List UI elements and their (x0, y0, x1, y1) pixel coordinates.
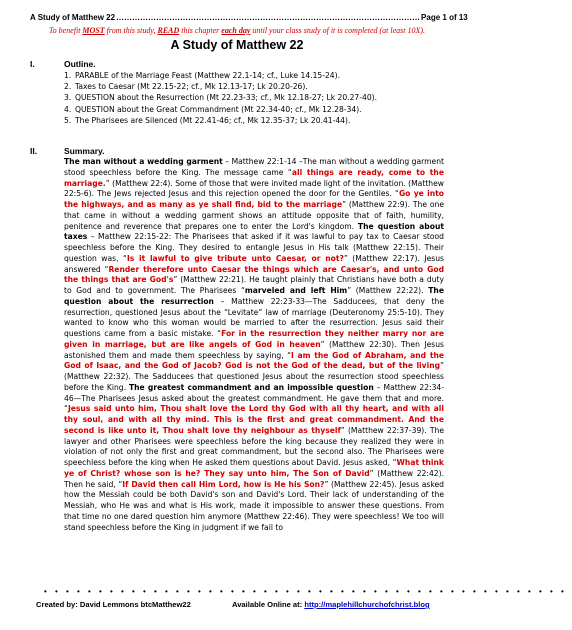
body-text: ” (Matthew 22:37-39). The lawyer and other Pharisees were speechless before the king because they realized they were in violation of not only the first and great commandment, but the second also. The Pharisees were speechless before the king when He asked them questions about David. Jesus asked, “ (64, 425, 445, 467)
outline-list (64, 70, 444, 126)
footer-available-label: Available Online at: (232, 600, 305, 609)
section-heading-summary: Summary. (64, 146, 105, 156)
outline-item (64, 70, 444, 81)
instruction-text: from this study, (104, 26, 158, 35)
section-heading-outline: Outline. (64, 59, 96, 69)
body-text: ” (Matthew 22:9). The one that came in without a wedding garment shows an attitude opposite that of faith, humility, penitence and reverence that prepares one to enter the Lord's kingdom. (64, 200, 444, 231)
document-title: A Study of Matthew 22 (170, 38, 304, 52)
outline-item-text: PARABLE of the Marriage Feast (Matthew 22.1-14; cf., Luke 14.15-24). (75, 71, 341, 80)
header-title: A Study of Matthew 22 (30, 13, 116, 22)
running-header (30, 13, 468, 22)
scripture-quote: For in the resurrection they neither marry nor are given in marriage, but are like angels of God in heaven (64, 329, 444, 349)
reading-instruction (0, 26, 474, 35)
instruction-text: this chapter (179, 26, 222, 35)
outline-item (64, 115, 444, 126)
scripture-quote: Render therefore unto Caesar the things which are Caesar's, and unto God the things that are God's (64, 264, 445, 285)
footer-credit: Created by: David Lemmons btcMatthew22 (36, 600, 191, 609)
scripture-quote: Go ye into the highways, and as many as ye shall find, bid to the marriage (64, 189, 444, 209)
body-text: – Matthew 22:1-14 –The man without a wedding garment stood speechless before the King. The message came “ (64, 157, 444, 177)
body-text: ” (Matthew 22:21). He taught plainly that Christians have both a duty to God and to government. The Pharisees “ (64, 275, 444, 295)
body-text: – Matthew 22:34-46—The Pharisees Jesus asked about the greatest commandment. He gave them that and more. “ (64, 382, 444, 414)
topic-heading: The greatest commandment and an impossible question (128, 382, 374, 392)
instruction-emphasis-most: MOST (82, 26, 105, 35)
body-text: ” (Matthew 22:42). Then he said, “ (64, 468, 444, 489)
outline-item (64, 92, 444, 103)
scripture-quote: If David then call Him Lord, how is He his Son? (122, 479, 325, 489)
instruction-emphasis-read: READ (157, 26, 180, 35)
topic-heading: The man without a wedding garment (64, 157, 223, 166)
running-footer (36, 600, 450, 609)
outline-item-number: 2. (64, 82, 72, 92)
outline-item (64, 104, 444, 115)
scripture-quote: Is it lawful to give tribute unto Caesar, or not? (126, 253, 344, 263)
outline-item (64, 81, 444, 92)
header-leader-dots: …………………………………………………………………………………………………… (116, 13, 421, 22)
outline-item-number: 4. (64, 104, 72, 114)
outline-item-number: 1. (64, 71, 72, 80)
body-text: ” (Matthew 22:30). Then Jesus astonished them and made them speechless by saying, “ (64, 339, 444, 360)
footer-online (232, 600, 430, 609)
page-number: Page 1 of 13 (421, 13, 468, 22)
section-number-outline: I. (30, 59, 35, 69)
scripture-quote: Jesus said unto him, Thou shalt love the Lord thy God with all thy heart, and with all thy soul, and with all thy mind. This is the first and great commandment. And the second is like unto it, Thou shalt love thy neighbour as thyself (64, 404, 444, 435)
body-text: ” (Matthew 22:45). Jesus asked how the Messiah could be both David's son and David's Lord. Their lack of understanding of the Messiah, who He was and what is His work, made it impossible to answer these questions. From that time no one dared question him anymore (Matthew 22:46). They were speechless! We too will stand speechless before the King in judgment if we fail to (64, 479, 444, 532)
topic-heading: The question about taxes (64, 221, 444, 242)
body-text: ” (Matthew 22:32). The Sadducees that questioned Jesus about the resurrection stood speechless before the King. (64, 361, 444, 392)
footer-divider-dots: •••••••••••••••••••••••••••••••••••••••••••••••• (44, 587, 572, 596)
instruction-text: until your class study of it is completed (at least 10X). (250, 26, 426, 35)
emphasis-text: marveled and left Him (244, 286, 348, 295)
summary-paragraph (64, 157, 444, 533)
footer-blog-link[interactable]: http://maplehillchurchofchrist.blog (304, 600, 430, 609)
outline-item-text: The Pharisees are Silenced (Mt 22.41-46; cf., Mk 12.35-37; Lk 20.41-44). (75, 115, 351, 125)
body-text: ” (Matthew 22:22). (347, 286, 429, 295)
body-text: – Matthew 22:23-33—The Sadducees, that deny the resurrection, questioned Jesus about the “Levitate” law of marriage (Deuteronomy 25:5-10). They wanted to know who this woman would be married to after the resurrection. Jesus said their questions came from a basic mistake. “ (64, 296, 444, 338)
scripture-quote: What think ye of Christ? whose son is he? They say unto him, The Son of David (64, 458, 444, 478)
body-text: – Matthew 22:15-22: The Pharisees that asked if it was lawful to pay tax to Caesar stood speechless before the King. They desired to entangle Jesus in His talk (Matthew 22:15). Their question was, “ (64, 232, 444, 263)
scripture-quote: I am the God of Abraham, and the God of Isaac, and the God of Jacob? God is not the God of the dead, but of the living (64, 350, 445, 371)
outline-item-number: 5. (64, 115, 72, 125)
outline-item-text: QUESTION about the Great Commandment (Mt 22.34-40; cf., Mk 12.28-34). (75, 104, 362, 114)
outline-item-text: QUESTION about the Resurrection (Mt 22.23-33; cf., Mk 12.18-27; Lk 20.27-40). (75, 93, 378, 103)
instruction-emphasis-each-day: each day (221, 26, 251, 35)
outline-item-number: 3. (64, 93, 72, 103)
scripture-quote: all things are ready, come to the marriage. (64, 167, 444, 188)
body-text: ” (Matthew 22:17). Jesus answered “ (64, 253, 444, 274)
body-text: ” (Matthew 22:4). Some of those that were invited made light of the invitation. (Matthew 22:5-6). The Jews rejected Jesus and this rejection opened the door for the Gentiles. “ (64, 178, 444, 199)
topic-heading: The question about the resurrection (64, 286, 444, 306)
outline-item-text: Taxes to Caesar (Mt 22.15-22; cf., Mk 12.13-17; Lk 20.20-26). (75, 82, 308, 92)
section-number-summary: II. (30, 146, 38, 156)
instruction-text: To benefit (48, 26, 83, 35)
